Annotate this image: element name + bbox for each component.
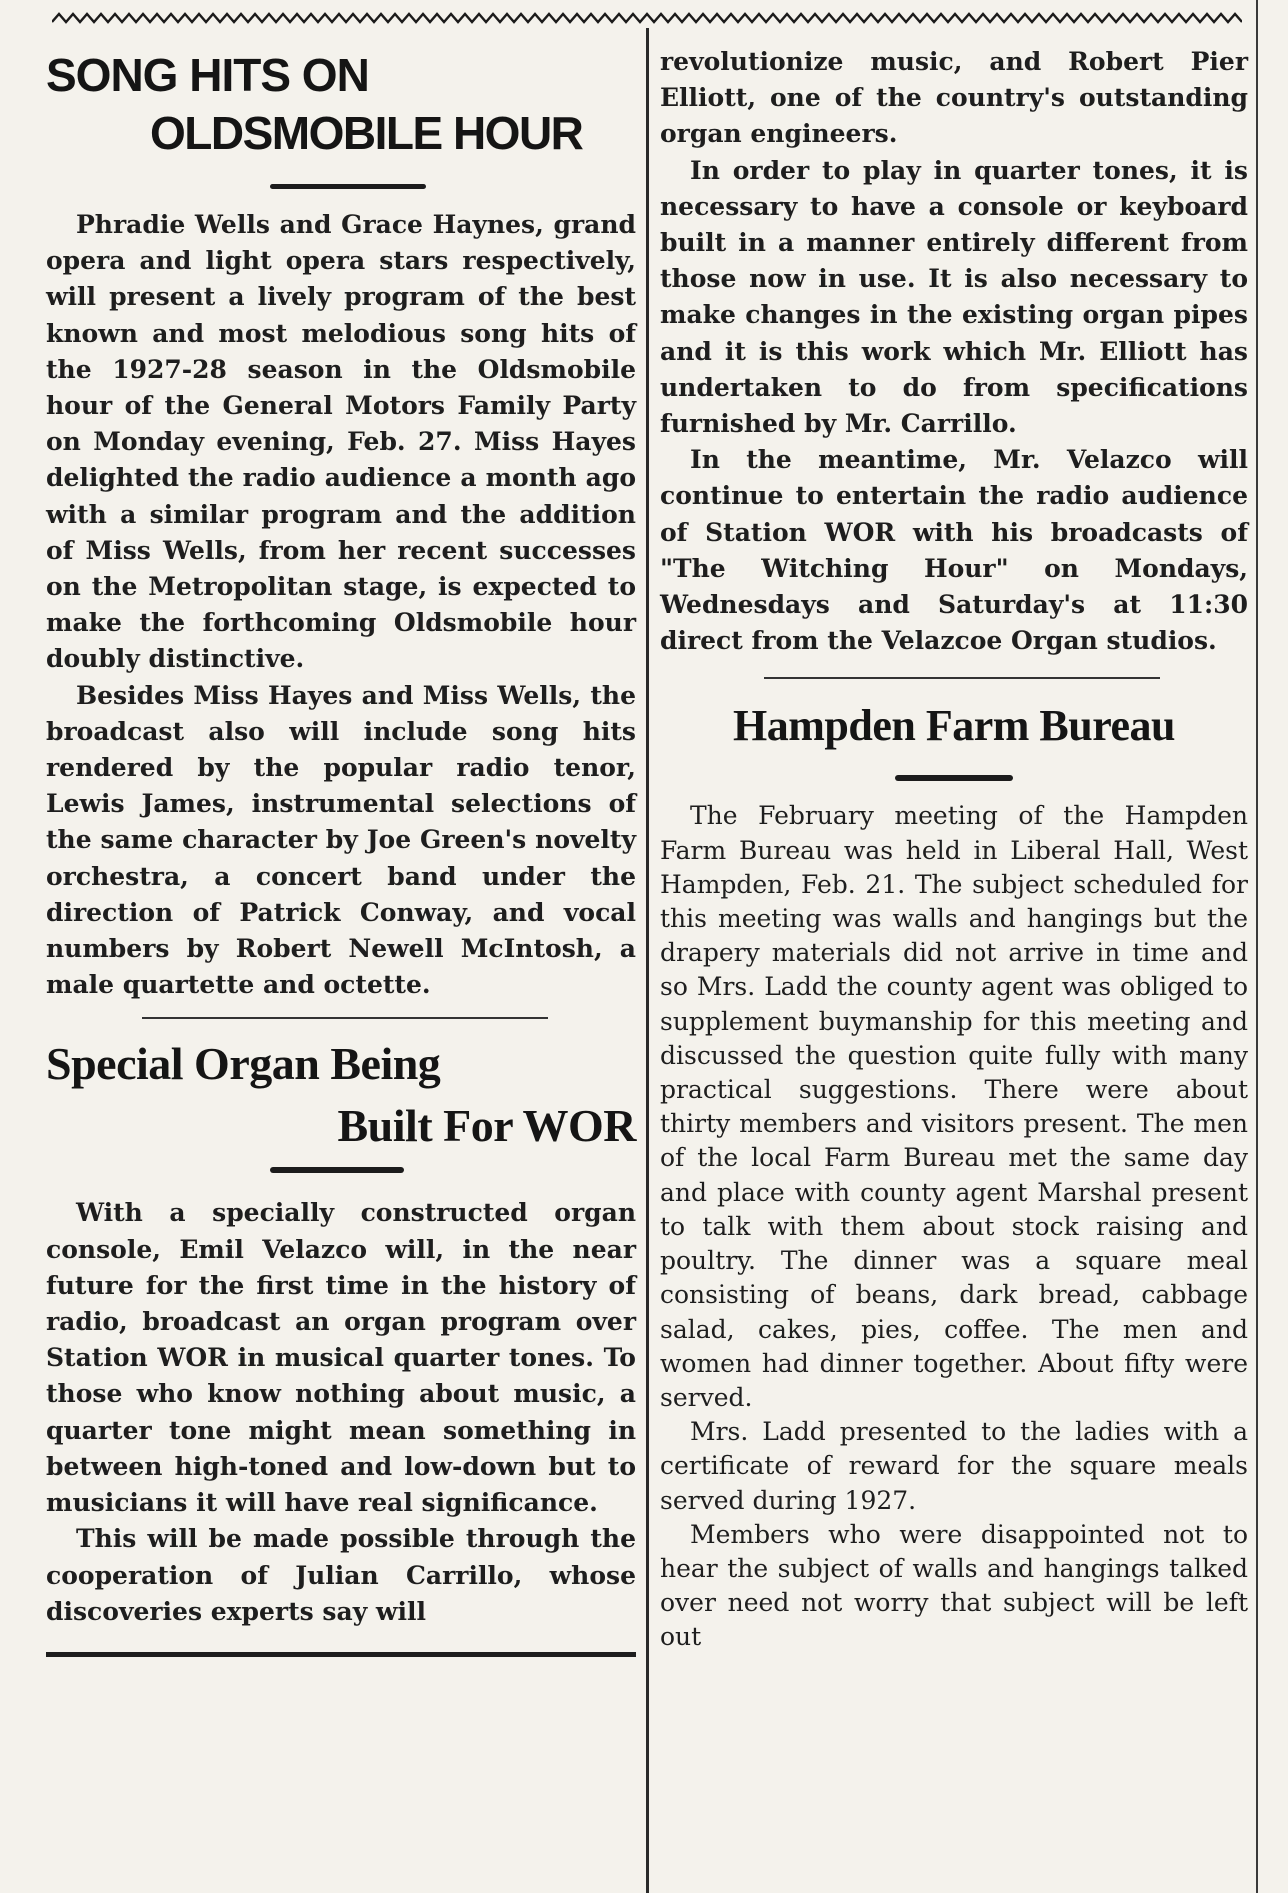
column-divider — [646, 28, 649, 1893]
article-song-hits — [46, 46, 636, 1003]
headline-line: OLDSMOBILE HOUR — [150, 107, 583, 159]
headline-line: Built For WOR — [337, 1100, 636, 1152]
headline-special-organ — [46, 1033, 636, 1157]
headline-line: SONG HITS ON — [46, 49, 369, 101]
article-special-organ — [46, 1033, 636, 1629]
article-divider — [764, 677, 1160, 679]
headline-song-hits — [46, 46, 636, 162]
paragraph: Members who were disappointed not to hear the subject of walls and hangings talked over need not worry that subject will be left out — [660, 1519, 1248, 1652]
headline-dash — [895, 775, 1013, 781]
paragraph: This will be made possible through the cooperation of Julian Carrillo, whose discoveries experts say will — [46, 1524, 636, 1626]
article-hampden — [660, 697, 1248, 1654]
paragraph: In order to play in quarter tones, it is necessary to have a console or keyboard built in a manner entirely different from those now in use. It is also necessary to make changes in the existing organ pipes and it is this work which Mr. Elliott has undertaken to do from specifications furnished by Mr. Carrillo. — [660, 155, 1248, 439]
article-divider — [142, 1017, 548, 1019]
paragraph: With a specially constructed organ console, Emil Velazco will, in the near future for the first time in the history of radio, broadcast an organ program over Station WOR in musical quarter tones. To those who know nothing about music, a quarter tone might mean something in between high-toned and low-down but to musicians it will have real significance. — [46, 1198, 636, 1518]
paragraph: Phradie Wells and Grace Haynes, grand opera and light opera stars respectively, will present a lively program of the best known and most melodious song hits of the 1927-28 season in the Oldsmobile hour of the General Motors Family Party on Monday evening, Feb. 27. Miss Hayes delighted the radio audience a month ago with a similar program and the addition of Miss Wells, from her recent successes on the Metropolitan stage, is expected to make the forthcoming Oldsmobile hour doubly distinctive. — [46, 210, 636, 674]
bottom-double-rule — [46, 1652, 636, 1657]
left-column — [46, 44, 636, 1657]
headline-hampden — [660, 697, 1248, 755]
paragraph: Mrs. Ladd presented to the ladies with a certificate of reward for the square meals served during 1927. — [660, 1417, 1248, 1515]
headline-dash — [270, 184, 426, 189]
page-edge-rule — [1256, 0, 1258, 1893]
paragraph: The February meeting of the Hampden Farm Bureau was held in Liberal Hall, West Hampden, Feb. 21. The subject scheduled for this meeting was walls and hangings but the drapery materials did not arrive in time and so Mrs. Ladd the county agent was obliged to supplement buymanship for this meeting and discussed the question quite fully with many practical suggestions. There were about thirty members and visitors present. The men of the local Farm Bureau met the same day and place with county agent Marshal present to talk with them about stock raising and poultry. The dinner was a square meal consisting of beans, dark bread, cabbage salad, cakes, pies, coffee. The men and women had dinner together. About fifty were served. — [660, 801, 1248, 1412]
headline-dash — [270, 1167, 404, 1173]
headline-line: Special Organ Being — [46, 1038, 441, 1090]
paragraph: In the meantime, Mr. Velazco will continue to entertain the radio audience of Station WOR with his broadcasts of "The Witching Hour" on Mondays, Wednesdays and Saturday's at 11:30 direct from the Velazcoe Organ studios. — [660, 445, 1248, 656]
paragraph: Besides Miss Hayes and Miss Wells, the broadcast also will include song hits rendered by the popular radio tenor, Lewis James, instrumental selections of the same character by Joe Green's novelty orchestra, a concert band under the direction of Patrick Conway, and vocal numbers by Robert Newell McIntosh, a male quartette and octette. — [46, 680, 636, 1000]
right-column — [660, 44, 1248, 1655]
paragraph: revolutionize music, and Robert Pier Elliott, one of the country's outstanding organ engineers. — [660, 47, 1248, 149]
article-special-organ-continued — [660, 44, 1248, 659]
headline-line: Hampden Farm Bureau — [733, 701, 1175, 751]
